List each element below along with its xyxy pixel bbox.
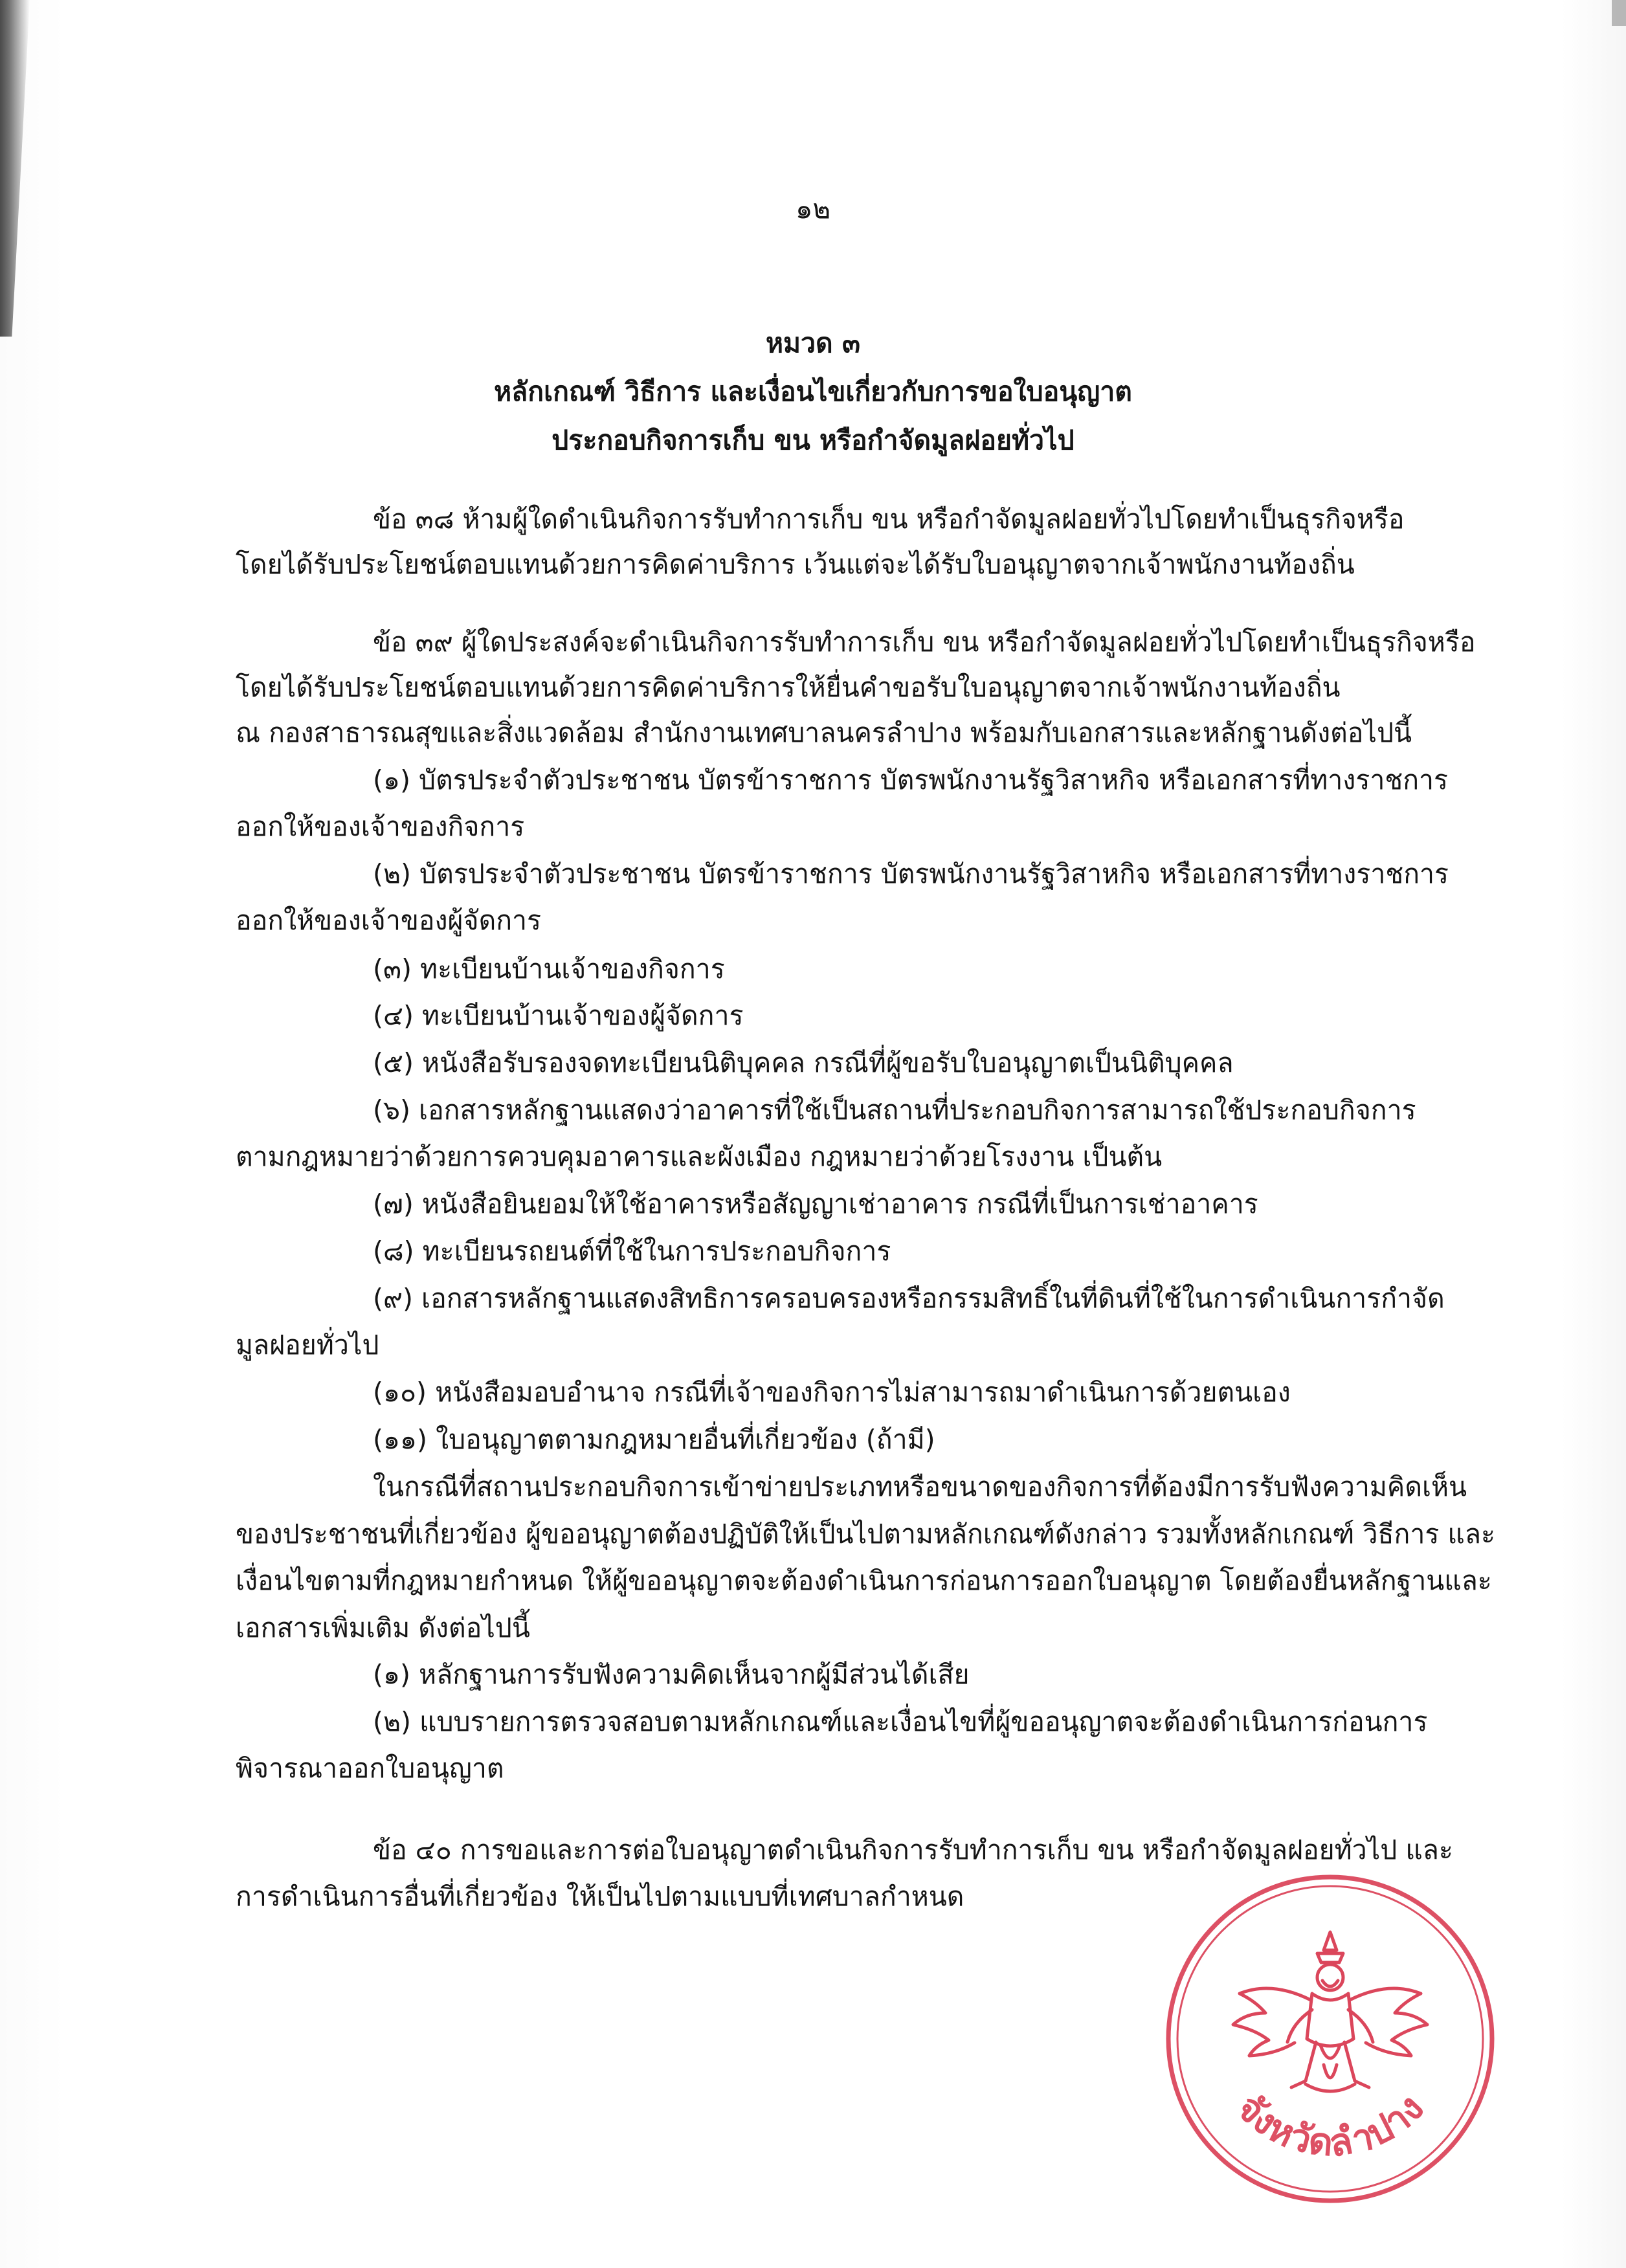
paragraph-line-2: ของประชาชนที่เกี่ยวข้อง ผู้ขออนุญาตต้องปฏิบัติให้เป็นไปตามหลักเกณฑ์ดังกล่าว รวมทั้งหลักเกณฑ์ วิธีการ และ — [236, 1518, 1495, 1550]
list-item-9-cont: มูลฝอยทั่วไป — [236, 1329, 379, 1361]
paragraph-line-4: เอกสารเพิ่มเติม ดังต่อไปนี้ — [236, 1612, 530, 1643]
heading-line-2: ประกอบกิจการเก็บ ขน หรือกำจัดมูลฝอยทั่วไป — [551, 425, 1075, 456]
list-item-6: (๖) เอกสารหลักฐานแสดงว่าอาคารที่ใช้เป็นสถานที่ประกอบกิจการสามารถใช้ประกอบกิจการ — [373, 1095, 1416, 1126]
paragraph-line-3: เงื่อนไขตามที่กฎหมายกำหนด ให้ผู้ขออนุญาตจะต้องดำเนินการก่อนการออกใบอนุญาต โดยต้องยื่นหลักฐานและ — [236, 1565, 1492, 1596]
clause-39-line-2: โดยได้รับประโยชน์ตอบแทนด้วยการคิดค่าบริการให้ยื่นคำขอรับใบอนุญาตจากเจ้าพนักงานท้องถิ่น — [236, 672, 1341, 703]
list-item-10: (๑๐) หนังสือมอบอำนาจ กรณีที่เจ้าของกิจการไม่สามารถมาดำเนินการด้วยตนเอง — [373, 1377, 1291, 1408]
clause-38-line-2: โดยได้รับประโยชน์ตอบแทนด้วยการคิดค่าบริการ เว้นแต่จะได้รับใบอนุญาตจากเจ้าพนักงานท้องถิ่น — [236, 549, 1355, 580]
clause-39-line-1: ข้อ ๓๙ ผู้ใดประสงค์จะดำเนินกิจการรับทำการเก็บ ขน หรือกำจัดมูลฝอยทั่วไปโดยทำเป็นธุรกิจหรือ — [373, 627, 1476, 658]
list-item-1-cont: ออกให้ของเจ้าของกิจการ — [236, 811, 525, 842]
page-number: ๑๒ — [795, 193, 831, 225]
sub-item-1: (๑) หลักฐานการรับฟังความคิดเห็นจากผู้มีส่วนได้เสีย — [373, 1659, 970, 1690]
chapter-title: หมวด ๓ — [765, 328, 860, 359]
scan-shadow-left — [0, 0, 30, 337]
sub-item-2-cont: พิจารณาออกใบอนุญาต — [236, 1753, 504, 1784]
official-seal-stamp — [1162, 1871, 1498, 2207]
list-item-9: (๙) เอกสารหลักฐานแสดงสิทธิการครอบครองหรือกรรมสิทธิ์ในที่ดินที่ใช้ในการดำเนินการกำจัด — [373, 1283, 1445, 1314]
clause-38-line-1: ข้อ ๓๘ ห้ามผู้ใดดำเนินกิจการรับทำการเก็บ ขน หรือกำจัดมูลฝอยทั่วไปโดยทำเป็นธุรกิจหรือ — [373, 504, 1405, 535]
list-item-6-cont: ตามกฎหมายว่าด้วยการควบคุมอาคารและผังเมือง กฎหมายว่าด้วยโรงงาน เป็นต้น — [236, 1141, 1163, 1172]
clause-40-line-2: การดำเนินการอื่นที่เกี่ยวข้อง ให้เป็นไปตามแบบที่เทศบาลกำหนด — [236, 1881, 964, 1912]
seal-text: จังหวัดลำปาง — [1228, 2085, 1432, 2166]
scan-shadow-right — [1612, 0, 1626, 26]
list-item-3: (๓) ทะเบียนบ้านเจ้าของกิจการ — [373, 953, 725, 984]
list-item-1: (๑) บัตรประจำตัวประชาชน บัตรข้าราชการ บัตรพนักงานรัฐวิสาหกิจ หรือเอกสารที่ทางราชการ — [373, 764, 1449, 795]
list-item-7: (๗) หนังสือยินยอมให้ใช้อาคารหรือสัญญาเช่าอาคาร กรณีที่เป็นการเช่าอาคาร — [373, 1188, 1258, 1219]
paragraph-line-1: ในกรณีที่สถานประกอบกิจการเข้าข่ายประเภทหรือขนาดของกิจการที่ต้องมีการรับฟังความคิดเห็น — [373, 1471, 1467, 1502]
list-item-2: (๒) บัตรประจำตัวประชาชน บัตรข้าราชการ บัตรพนักงานรัฐวิสาหกิจ หรือเอกสารที่ทางราชการ — [373, 858, 1449, 889]
clause-39-line-3: ณ กองสาธารณสุขและสิ่งแวดล้อม สำนักงานเทศบาลนครลำปาง พร้อมกับเอกสารและหลักฐานดังต่อไปนี้ — [236, 717, 1412, 748]
list-item-8: (๘) ทะเบียนรถยนต์ที่ใช้ในการประกอบกิจการ — [373, 1236, 891, 1267]
list-item-5: (๕) หนังสือรับรองจดทะเบียนนิติบุคคล กรณีที่ผู้ขอรับใบอนุญาตเป็นนิติบุคคล — [373, 1047, 1234, 1078]
heading-line-1: หลักเกณฑ์ วิธีการ และเงื่อนไขเกี่ยวกับการขอใบอนุญาต — [494, 376, 1132, 407]
list-item-4: (๔) ทะเบียนบ้านเจ้าของผู้จัดการ — [373, 1000, 744, 1031]
list-item-2-cont: ออกให้ของเจ้าของผู้จัดการ — [236, 905, 542, 936]
sub-item-2: (๒) แบบรายการตรวจสอบตามหลักเกณฑ์และเงื่อนไขที่ผู้ขออนุญาตจะต้องดำเนินการก่อนการ — [373, 1706, 1428, 1737]
list-item-11: (๑๑) ใบอนุญาตตามกฎหมายอื่นที่เกี่ยวข้อง (ถ้ามี) — [373, 1424, 935, 1455]
clause-40-line-1: ข้อ ๔๐ การขอและการต่อใบอนุญาตดำเนินกิจการรับทำการเก็บ ขน หรือกำจัดมูลฝอยทั่วไป และ — [373, 1834, 1453, 1865]
garuda-emblem-icon — [1233, 1932, 1427, 2091]
